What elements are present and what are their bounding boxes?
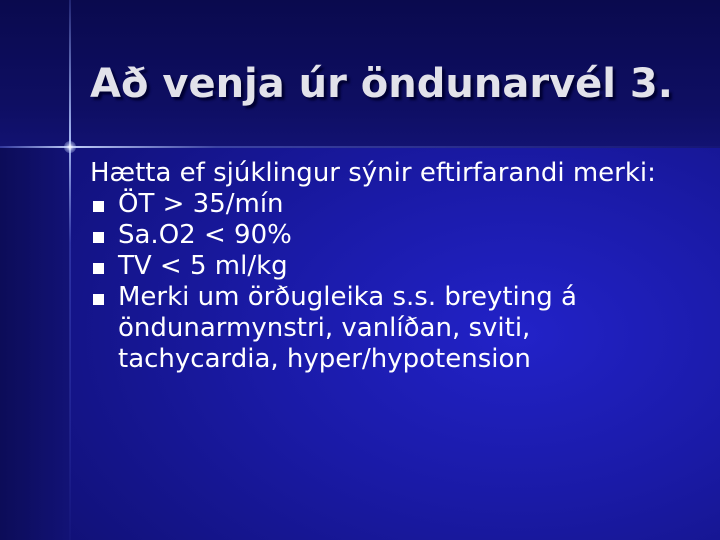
bullet-text: ÖT > 35/mín [118, 189, 284, 219]
list-item [90, 189, 690, 220]
bullet-text: Sa.O2 < 90% [118, 220, 292, 250]
bullet-text: TV < 5 ml/kg [118, 251, 288, 281]
bullet-list [90, 189, 690, 375]
square-bullet-icon [93, 201, 104, 212]
vertical-accent-line [69, 0, 71, 540]
square-bullet-icon [93, 294, 104, 305]
list-item [90, 220, 690, 251]
square-bullet-icon [93, 232, 104, 243]
list-item [90, 282, 690, 375]
left-band [0, 148, 70, 540]
slide-body [90, 158, 690, 375]
square-bullet-icon [93, 263, 104, 274]
intro-text: Hætta ef sjúklingur sýnir eftirfarandi merki: [90, 158, 656, 188]
bullet-text: Merki um örðugleika s.s. breyting á öndunarmynstri, vanlíðan, sviti, tachycardia, hyper/hypotension [118, 282, 577, 374]
horizontal-accent-line [0, 146, 720, 148]
sparkle-icon [64, 141, 76, 153]
slide-title: Að venja úr öndunarvél 3. [90, 61, 673, 107]
list-item [90, 251, 690, 282]
